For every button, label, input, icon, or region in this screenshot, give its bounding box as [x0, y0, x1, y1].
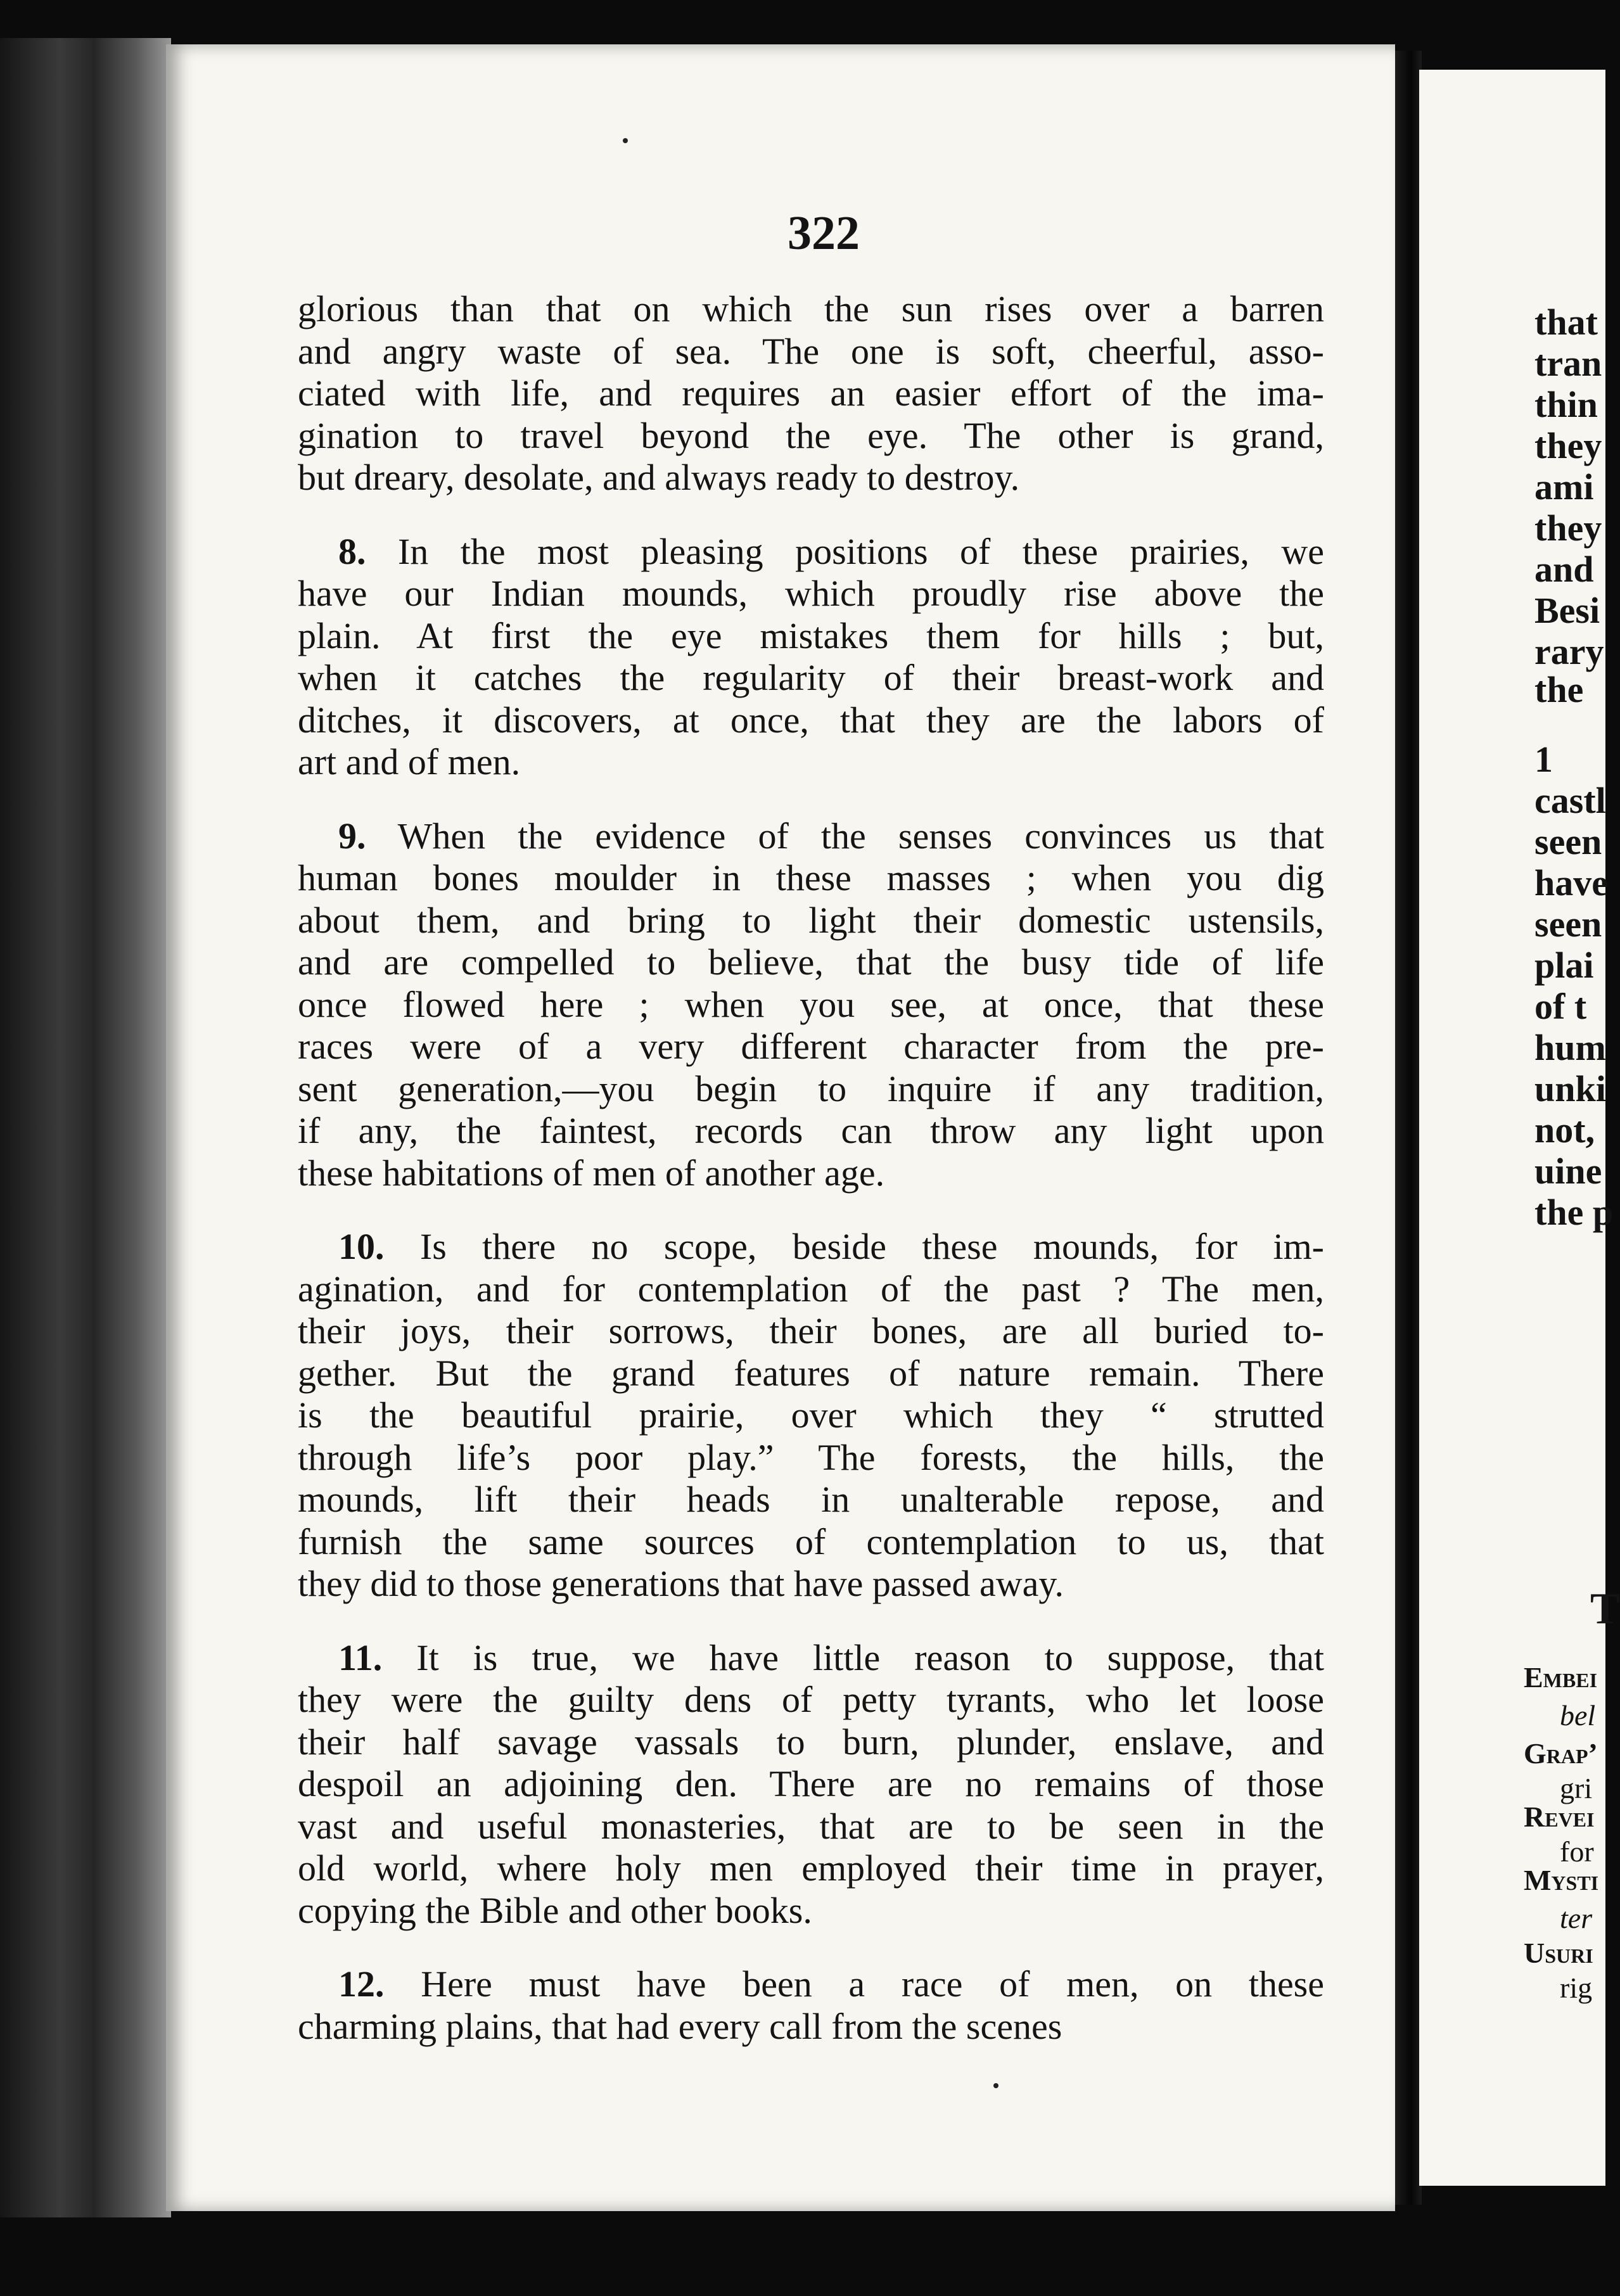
facing-page-fragment: uine [1534, 1151, 1602, 1192]
text-line: races were of a very different character from the pre- [298, 1026, 1324, 1067]
paragraph [298, 815, 1324, 1195]
facing-page-index-entry: Mysti [1524, 1864, 1599, 1896]
text-line: mounds, lift their heads in unalterable repose, and [298, 1479, 1324, 1520]
facing-page-fragment: ami [1534, 466, 1594, 507]
text-line: vast and useful monasteries, that are to be seen in the [298, 1805, 1324, 1847]
facing-page-index-subline: gri [1560, 1772, 1593, 1804]
facing-page-fragment: unki [1534, 1068, 1606, 1109]
facing-page-index-entry: Revei [1524, 1801, 1595, 1833]
text-line: and angry waste of sea. The one is soft, cheerful, asso- [298, 330, 1324, 372]
body-text [298, 288, 1324, 2048]
paragraph [298, 531, 1324, 784]
facing-page-fragment: seen [1534, 821, 1602, 862]
text-line: about them, and bring to light their domestic ustensils, [298, 899, 1324, 941]
facing-page-index-subline: rig [1560, 1972, 1593, 2004]
text-line: old world, where holy men employed their time in prayer, [298, 1847, 1324, 1889]
text-line: when it catches the regularity of their breast-work and [298, 657, 1324, 698]
paragraph [298, 1637, 1324, 1932]
text-line: plain. At first the eye mistakes them for hills ; but, [298, 615, 1324, 656]
facing-page-index-entry: Grap’ [1524, 1737, 1598, 1770]
text-line: furnish the same sources of contemplation to us, that [298, 1521, 1324, 1562]
text-line: 10. Is there no scope, beside these mounds, for im- [338, 1226, 1324, 1267]
print-speck [623, 138, 628, 143]
text-line: if any, the faintest, records can throw any light upon [298, 1110, 1324, 1151]
facing-page-fragment: castl [1534, 780, 1606, 821]
print-speck [993, 2083, 998, 2088]
text-line: ciated with life, and requires an easier effort of the ima- [298, 373, 1324, 414]
text-line: is the beautiful prairie, over which they “ strutted [298, 1394, 1324, 1436]
text-line: agination, and for contemplation of the past ? The men, [298, 1268, 1324, 1310]
text-line: once flowed here ; when you see, at once, that these [298, 983, 1324, 1025]
facing-page-fragment: tran [1534, 343, 1602, 384]
facing-page-fragment: thin [1534, 384, 1598, 425]
facing-page-index-entry: Usuri [1524, 1937, 1593, 1969]
facing-page-fragment: they [1534, 425, 1602, 466]
facing-page-index-entry: Embei [1524, 1661, 1598, 1693]
text-line: 11. It is true, we have little reason to suppose, that [338, 1636, 1324, 1678]
text-line: but dreary, desolate, and always ready to destroy. [298, 457, 1020, 498]
paragraph-number: 10. [338, 1226, 385, 1267]
facing-page-fragment: that [1534, 302, 1598, 343]
text-line: 9. When the evidence of the senses convinces us that [338, 815, 1324, 857]
facing-page-heading-letter: T [1590, 1585, 1620, 1633]
text-line: sent generation,—you begin to inquire if any tradition, [298, 1068, 1324, 1109]
text-line: these habitations of men of another age. [298, 1152, 885, 1194]
text-line: glorious than that on which the sun rises over a barren [298, 288, 1324, 329]
facing-page-fragment: have [1534, 862, 1608, 903]
paragraph [298, 288, 1324, 499]
paragraph-number: 12. [338, 1963, 385, 2005]
text-line: copying the Bible and other books. [298, 1889, 812, 1931]
facing-page-fragment: 1 [1534, 739, 1553, 780]
text-line: they were the guilty dens of petty tyrants, who let loose [298, 1679, 1324, 1720]
page-number: 322 [788, 207, 860, 260]
facing-page-fragment: the [1534, 669, 1584, 710]
facing-page-fragment: rary [1534, 631, 1604, 672]
page-gutter [1395, 51, 1422, 2205]
text-line: art and of men. [298, 741, 521, 782]
facing-page-fragment: they [1534, 507, 1602, 549]
facing-page-fragment: the p [1534, 1192, 1614, 1233]
text-line: gination to travel beyond the eye. The other is grand, [298, 414, 1324, 456]
paragraph [298, 1963, 1324, 2048]
facing-page-fragment: and [1534, 549, 1594, 590]
text-line: have our Indian mounds, which proudly rise above the [298, 573, 1324, 614]
text-line: 8. In the most pleasing positions of these prairies, we [338, 530, 1324, 572]
text-line: their half savage vassals to burn, plunder, enslave, and [298, 1721, 1324, 1763]
facing-page-index-subline: ter [1560, 1902, 1593, 1934]
facing-page-fragment: not, [1534, 1109, 1595, 1151]
text-line: despoil an adjoining den. There are no remains of those [298, 1763, 1324, 1804]
text-line: charming plains, that had every call from the scenes [298, 2005, 1062, 2047]
facing-page-index-subline: bel [1560, 1699, 1596, 1732]
text-line: through life’s poor play.” The forests, the hills, the [298, 1436, 1324, 1478]
text-line: they did to those generations that have passed away. [298, 1563, 1064, 1604]
paragraph-number: 8. [338, 530, 366, 572]
facing-page-fragment: Besi [1534, 590, 1600, 631]
book-spine-edge [0, 38, 171, 2217]
paragraph-number: 11. [338, 1636, 383, 1678]
text-line: and are compelled to believe, that the busy tide of life [298, 941, 1324, 983]
text-line: human bones moulder in these masses ; when you dig [298, 857, 1324, 898]
facing-page-fragment: seen [1534, 903, 1602, 945]
paragraph-number: 9. [338, 815, 366, 857]
text-line: gether. But the grand features of nature remain. There [298, 1352, 1324, 1394]
text-line: their joys, their sorrows, their bones, are all buried to- [298, 1310, 1324, 1351]
text-line: ditches, it discovers, at once, that they are the labors of [298, 699, 1324, 741]
paragraph [298, 1226, 1324, 1605]
facing-page-fragment: of t [1534, 986, 1587, 1027]
facing-page-fragment: plai [1534, 945, 1594, 986]
facing-page-index-subline: for [1560, 1835, 1594, 1868]
facing-page-fragment: hum [1534, 1027, 1606, 1068]
text-line: 12. Here must have been a race of men, on these [338, 1963, 1324, 2005]
